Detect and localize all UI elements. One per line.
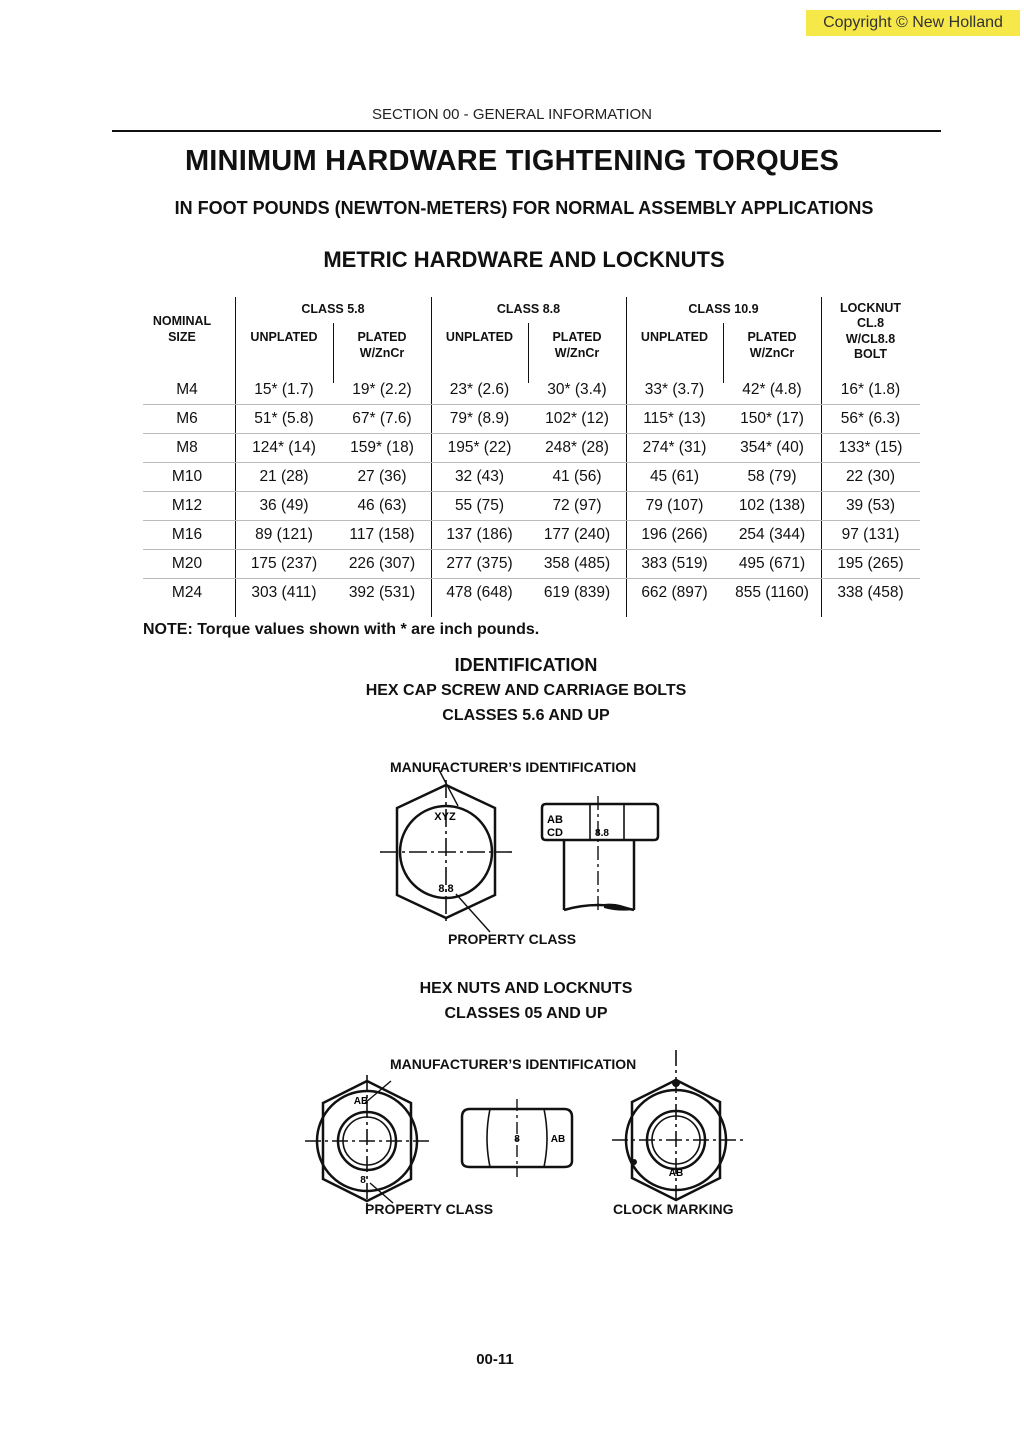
- table-row: [143, 549, 920, 579]
- nut-mark-class: 8: [360, 1175, 366, 1186]
- header-class-5-8: CLASS 5.8: [301, 302, 365, 316]
- size-cell: M20: [171, 555, 203, 572]
- header-class-10-9: CLASS 10.9: [688, 302, 759, 316]
- torque-cell: 117 (158): [349, 526, 415, 543]
- bolt-mark-class: 8.8: [438, 883, 454, 895]
- page-subtitle: IN FOOT POUNDS (NEWTON-METERS) FOR NORMAL ASSEMBLY APPLICATIONS: [174, 198, 874, 218]
- table-row: [143, 578, 920, 607]
- table-row: [143, 491, 920, 521]
- torque-cell: 248* (28): [545, 439, 609, 456]
- torque-cell: 133* (15): [838, 439, 903, 456]
- torque-cell: 175 (237): [250, 555, 318, 572]
- locknut-mark-ab: AB: [668, 1168, 684, 1179]
- torque-cell: 478 (648): [446, 584, 513, 601]
- torque-cell: 42* (4.8): [742, 381, 802, 398]
- torque-cell: 39 (53): [845, 497, 896, 514]
- header-plated: PLATED W/ZnCr: [552, 330, 602, 360]
- size-cell: M4: [176, 381, 198, 398]
- torque-cell: 33* (3.7): [644, 381, 705, 398]
- torque-cell: 137 (186): [446, 526, 513, 543]
- torque-cell: 15* (1.7): [254, 381, 314, 398]
- torque-cell: 303 (411): [251, 584, 317, 601]
- header-unplated: UNPLATED: [250, 330, 318, 344]
- torque-cell: 30* (3.4): [547, 381, 607, 398]
- header-unplated: UNPLATED: [445, 330, 514, 344]
- torque-cell: 22 (30): [845, 468, 896, 485]
- header-rule: [112, 130, 941, 132]
- size-cell: M24: [171, 584, 203, 601]
- table-row: [143, 404, 920, 434]
- torque-cell: 55 (75): [454, 497, 505, 514]
- torque-cell: 19* (2.2): [352, 381, 412, 398]
- torque-cell: 102 (138): [738, 497, 806, 514]
- table-row: [143, 520, 920, 550]
- torque-cell: 46 (63): [357, 497, 407, 514]
- torque-cell: 196 (266): [641, 526, 708, 543]
- nut-side-mark-class: 8: [514, 1134, 520, 1145]
- torque-cell: 115* (13): [643, 410, 706, 427]
- section-header: SECTION 00 - GENERAL INFORMATION: [371, 106, 653, 123]
- header-locknut: LOCKNUT CL.8 W/CL8.8 BOLT: [839, 301, 902, 361]
- torque-cell: 79* (8.9): [449, 410, 510, 427]
- hex-nut-side-view: [458, 1105, 578, 1171]
- nut-mark-ab: AB: [353, 1096, 369, 1107]
- torque-cell: 23* (2.6): [449, 381, 510, 398]
- torque-cell: 159* (18): [350, 439, 414, 456]
- size-cell: M8: [176, 439, 198, 456]
- torque-cell: 150* (17): [740, 410, 804, 427]
- torque-cell: 32 (43): [454, 468, 505, 485]
- bolt-side-view: [538, 800, 660, 915]
- size-cell: M12: [171, 497, 203, 514]
- hex-bolt-head-top-view: [380, 780, 515, 930]
- torque-cell: 195* (22): [447, 439, 512, 456]
- clock-marking-label: CLOCK MARKING: [613, 1201, 734, 1217]
- torque-cell: 855 (1160): [735, 584, 809, 601]
- header-class-8-8: CLASS 8.8: [496, 302, 561, 316]
- header-nominal-size: NOMINAL SIZE: [152, 314, 212, 344]
- torque-cell: 177 (240): [543, 526, 611, 543]
- torque-cell: 56* (6.3): [840, 410, 901, 427]
- torque-cell: 354* (40): [740, 439, 804, 456]
- hex-nut-top-view: [305, 1075, 430, 1205]
- locknut-top-view: [612, 1050, 747, 1200]
- page-title: MINIMUM HARDWARE TIGHTENING TORQUES: [184, 145, 840, 177]
- torque-cell: 383 (519): [641, 555, 708, 572]
- header-plated: PLATED W/ZnCr: [747, 330, 797, 360]
- table-row: [143, 375, 920, 405]
- page-number: 00-11: [476, 1351, 514, 1368]
- torque-cell: 277 (375): [446, 555, 513, 572]
- bolt-mark-side-class: 8.8: [595, 828, 609, 839]
- torque-cell: 97 (131): [841, 526, 900, 543]
- size-cell: M16: [171, 526, 203, 543]
- nuts-classes: CLASSES 05 AND UP: [444, 1005, 608, 1022]
- torque-cell: 27 (36): [357, 468, 407, 485]
- torque-cell: 495 (671): [738, 555, 806, 572]
- torque-cell: 36 (49): [259, 497, 309, 514]
- torque-cell: 662 (897): [641, 584, 708, 601]
- torque-cell: 124* (14): [252, 439, 316, 456]
- nut-manufacturer-id-label: MANUFACTURER’S IDENTIFICATION: [390, 1056, 637, 1072]
- torque-cell: 392 (531): [348, 584, 416, 601]
- identification-title: IDENTIFICATION: [454, 655, 598, 675]
- bolts-classes: CLASSES 5.6 AND UP: [442, 707, 610, 724]
- torque-cell: 274* (31): [642, 439, 707, 456]
- bolt-mark-ab: AB: [547, 814, 563, 826]
- torque-cell: 21 (28): [259, 468, 309, 485]
- header-plated: PLATED W/ZnCr: [357, 330, 407, 360]
- torque-table: [143, 297, 920, 617]
- bolts-heading: HEX CAP SCREW AND CARRIAGE BOLTS: [365, 682, 687, 699]
- torque-cell: 51* (5.8): [254, 410, 314, 427]
- torque-cell: 79 (107): [645, 497, 704, 514]
- torque-cell: 58 (79): [747, 468, 797, 485]
- table-row: [143, 433, 920, 463]
- torque-cell: 619 (839): [543, 584, 611, 601]
- bolt-property-class-label: PROPERTY CLASS: [448, 931, 577, 947]
- header-unplated: UNPLATED: [640, 330, 709, 344]
- torque-cell: 226 (307): [348, 555, 416, 572]
- torque-cell: 72 (97): [552, 497, 602, 514]
- torque-cell: 67* (7.6): [352, 410, 412, 427]
- nuts-heading: HEX NUTS AND LOCKNUTS: [419, 980, 633, 997]
- torque-cell: 102* (12): [545, 410, 609, 427]
- torque-cell: 358 (485): [543, 555, 611, 572]
- table-row: [143, 462, 920, 492]
- torque-cell: 45 (61): [649, 468, 700, 485]
- torque-cell: 195 (265): [837, 555, 904, 572]
- torque-cell: 16* (1.8): [840, 381, 901, 398]
- table-heading: METRIC HARDWARE AND LOCKNUTS: [323, 247, 725, 272]
- torque-cell: 89 (121): [255, 526, 313, 543]
- bolt-mark-xyz: XYZ: [434, 811, 456, 823]
- copyright-badge: Copyright © New Holland: [806, 10, 1020, 36]
- inch-pounds-note: NOTE: Torque values shown with * are inch pounds.: [143, 621, 540, 638]
- torque-cell: 254 (344): [738, 526, 806, 543]
- size-cell: M6: [176, 410, 198, 427]
- size-cell: M10: [171, 468, 203, 485]
- torque-cell: 338 (458): [837, 584, 904, 601]
- nut-property-class-label: PROPERTY CLASS: [365, 1201, 494, 1217]
- bolt-mark-cd: CD: [547, 827, 563, 839]
- nut-side-mark-ab: AB: [550, 1134, 566, 1145]
- torque-cell: 41 (56): [552, 468, 602, 485]
- bolt-manufacturer-id-label: MANUFACTURER’S IDENTIFICATION: [390, 759, 637, 775]
